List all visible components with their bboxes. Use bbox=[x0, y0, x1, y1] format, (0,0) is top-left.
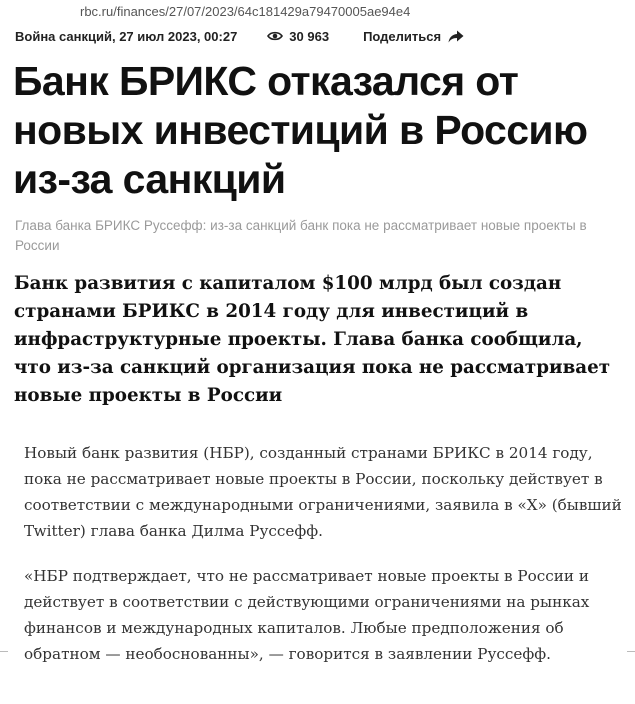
share-button[interactable] bbox=[363, 29, 464, 44]
article-paragraph: «НБР подтверждает, что не рассматривает новые проекты в России и действует в соответствии с действующими ограничениями на рынках финансов и международных капиталов. Любые предположения об обратном — необоснованны», — говорится в заявлении Руссефф. bbox=[24, 567, 590, 663]
photo-caption: Глава банка БРИКС Руссефф: из-за санкций банк пока не рассматривает новые проекты в России bbox=[15, 218, 587, 253]
article-lead: Банк развития с капиталом $100 млрд был создан странами БРИКС в 2014 году для инвестиций в инфраструктурные проекты. Глава банка сообщила, что из-за санкций организация пока не рассматривает новые проекты в России bbox=[14, 273, 611, 406]
share-label: Поделиться bbox=[363, 28, 442, 44]
page-url[interactable]: rbc.ru/finances/27/07/2023/64c181429a79470005ae94e4 bbox=[80, 4, 411, 19]
page-edge-marker-left bbox=[0, 651, 8, 652]
article-meta bbox=[15, 26, 615, 46]
views-count: 30 963 bbox=[289, 28, 330, 44]
article-title: Банк БРИКС отказался от новых инвестиций в Россию из-за санкций bbox=[13, 58, 588, 202]
share-arrow-icon bbox=[448, 30, 464, 43]
page-edge-marker-right bbox=[627, 651, 635, 652]
eye-icon bbox=[267, 30, 283, 42]
rubric-date: Война санкций, 27 июл 2023, 00:27 bbox=[15, 28, 238, 44]
views-counter bbox=[267, 29, 329, 44]
article-paragraph: Новый банк развития (НБР), созданный странами БРИКС в 2014 году, пока не рассматривает новые проекты в России, поскольку действует в соответствии с международными ограничениями, заявила в «X» (бывший Twitter) глава банка Дилма Руссефф. bbox=[24, 444, 622, 540]
